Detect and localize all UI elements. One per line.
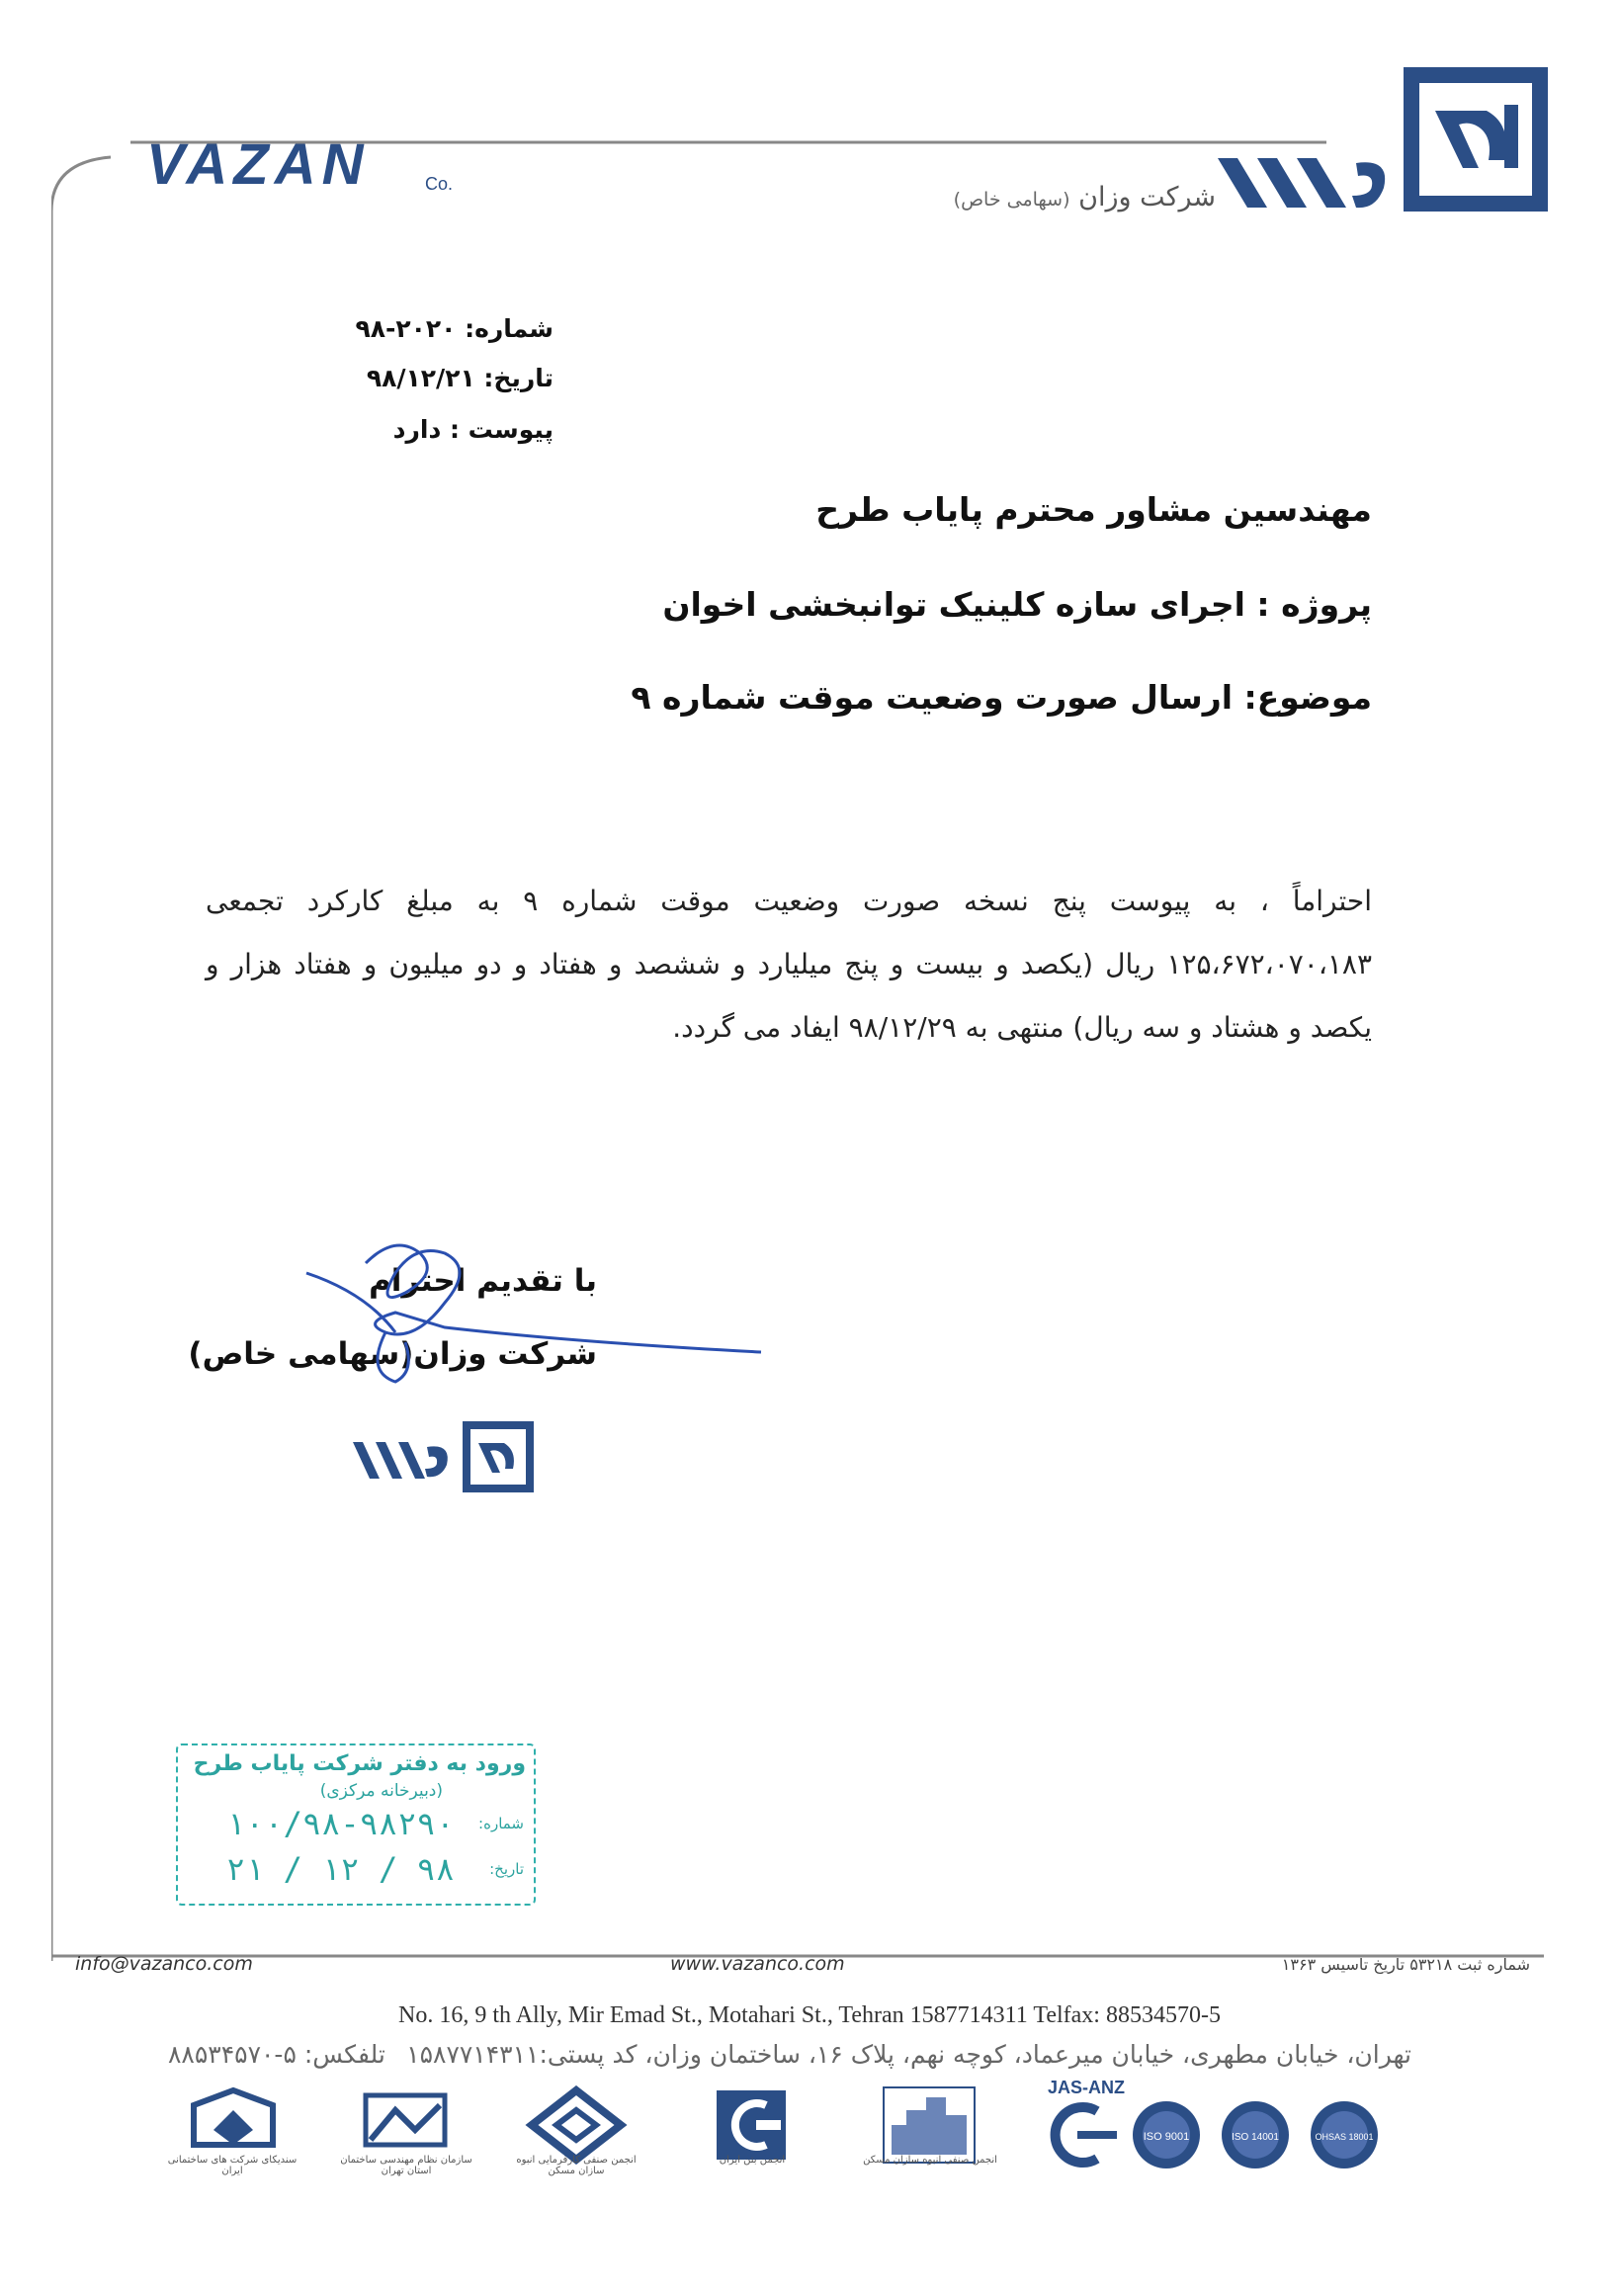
small-company-logo	[259, 1417, 555, 1496]
cert-label-1: سندیکای شرکت های ساختمانی ایران	[167, 2155, 298, 2176]
cert-label-3: انجمن صنفی کارفرمایی انبوه سازان مسکن	[516, 2155, 637, 2176]
svg-text:OHSAS 18001: OHSAS 18001	[1315, 2132, 1374, 2142]
logo-vazan-latin	[146, 138, 502, 217]
brand-latin-text: VAZAN	[146, 138, 370, 197]
project-line: پروژه : اجرای سازه کلینیک توانبخشی اخوان	[662, 585, 1372, 624]
iso-certificates-icon	[1038, 2072, 1404, 2180]
company-type-fa: (سهامی خاص)	[953, 189, 1070, 211]
stamp-date-value: ۹۸ / ۱۲ / ۲۱	[225, 1850, 455, 1888]
footer-website[interactable]: www.vazanco.com	[670, 1953, 845, 1975]
footer-address-fa: تهران، خیابان مطهری، خیابان میرعماد، کوچه نهم، پلاک ۱۶، ساختمان وزان، کد پستی:۱۵۸۷۷۱۴۳۱۱	[406, 2040, 1411, 2069]
received-stamp	[176, 1743, 536, 1906]
builders-assoc-logo-icon	[522, 2085, 631, 2165]
stamp-date-label: تاریخ:	[489, 1860, 524, 1878]
footer-address-en: No. 16, 9 th Ally, Mir Emad St., Motahari St., Tehran 1587714311 Telfax: 88534570-5	[398, 2002, 1221, 2028]
mass-builders-logo-icon	[882, 2085, 977, 2165]
cert-label-5: انجمن صنفی انبوه سازان مسکن	[863, 2155, 997, 2166]
handwritten-signature	[247, 1233, 771, 1402]
jas-anz-label: JAS-ANZ	[1048, 2078, 1126, 2097]
stamp-subtitle: (دبیرخانه مرکزی)	[319, 1781, 443, 1801]
letter-body: احتراماً ، به پیوست پنج نسخه صورت وضعیت موقت شماره ۹ به مبلغ کارکرد تجمعی ۱۲۵،۶۷۲،۰۷۰،۱۸۳ ریال (یکصد و بیست و پنج میلیارد و ششصد و هفتاد و دو میلیون و هفتاد هزار و یکصد و هشتاد و سه ریال) منتهی به ۹۸/۱۲/۲۹ ایفاد می گردد.	[206, 885, 1373, 1044]
syndicate-logo-icon	[184, 2085, 283, 2155]
company-name	[919, 182, 1216, 213]
logo-vazan-persian	[1208, 148, 1396, 217]
logo-square-mark	[1402, 65, 1550, 213]
engineering-org-logo-icon	[356, 2085, 455, 2155]
subject-line: موضوع: ارسال صورت وضعیت موقت شماره ۹	[631, 678, 1372, 717]
footer-email[interactable]: info@vazanco.com	[75, 1953, 253, 1975]
footer-telfax-fa: تلفکس: ۵-۸۸۵۳۴۵۷۰	[168, 2040, 385, 2069]
recipient: مهندسین مشاور محترم پایاب طرح	[815, 490, 1372, 529]
svg-text:ISO 14001: ISO 14001	[1232, 2132, 1279, 2143]
svg-text:ISO 9001: ISO 9001	[1143, 2131, 1190, 2143]
stamp-title: ورود به دفتر شرکت پایاب طرح	[193, 1751, 526, 1776]
stamp-number-value: ۱۰۰/۹۸-۹۸۲۹۰	[225, 1805, 455, 1842]
company-name-fa: شرکت وزان	[1078, 182, 1216, 213]
signer: شرکت وزان(سهامی خاص)	[188, 1336, 597, 1372]
concrete-assoc-logo-icon	[712, 2085, 791, 2165]
stamp-number-label: شماره:	[478, 1815, 524, 1832]
closing: با تقدیم احترام	[369, 1263, 597, 1299]
cert-label-4: انجمن بتن ایران	[719, 2155, 786, 2166]
letter-date: تاریخ: ۹۸/۱۲/۲۱	[366, 364, 554, 392]
cert-label-2: سازمان نظام مهندسی ساختمان استان تهران	[340, 2155, 472, 2176]
letter-number: شماره: ۲۰۲۰-۹۸	[355, 314, 554, 343]
brand-latin-suffix: Co.	[425, 174, 454, 194]
letter-attachment: پیوست : دارد	[392, 415, 554, 444]
footer-registration: شماره ثبت ۵۳۲۱۸ تاریخ تاسیس ۱۳۶۳	[1281, 1955, 1530, 1974]
